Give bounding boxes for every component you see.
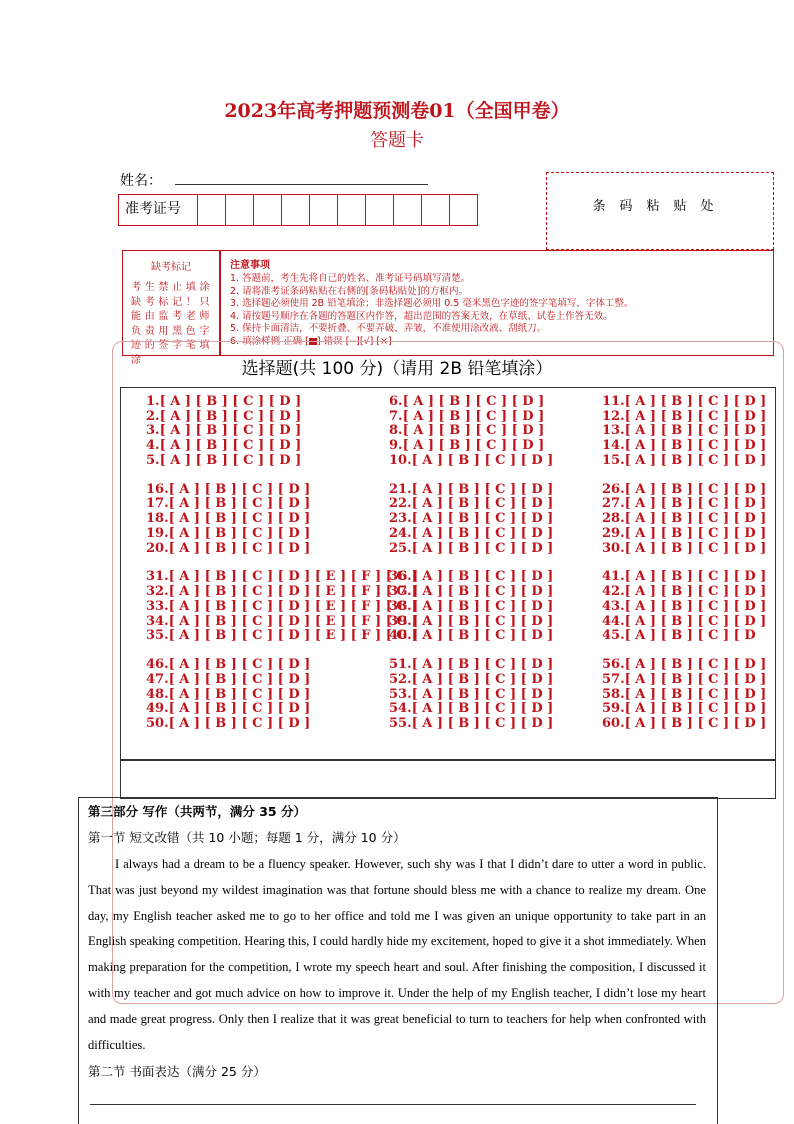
- question-bubble-row[interactable]: 2.[ A ] [ B ] [ C ] [ D ]: [146, 408, 302, 424]
- question-bubble-row[interactable]: 3.[ A ] [ B ] [ C ] [ D ]: [146, 423, 302, 439]
- question-group: [389, 395, 553, 469]
- page-subtitle: 答题卡: [370, 130, 424, 151]
- notes-item: 2. 请将准考证条码粘贴在右侧的[条码粘贴处]的方框内。: [230, 285, 468, 297]
- question-bubble-row[interactable]: 45.[ A ] [ B ] [ C ] [ D: [602, 628, 756, 644]
- question-group: [389, 658, 553, 732]
- question-bubble-row[interactable]: 18.[ A ] [ B ] [ C ] [ D ]: [146, 511, 311, 527]
- question-bubble-row[interactable]: 38.[ A ] [ B ] [ C ] [ D ]: [389, 598, 554, 614]
- question-bubble-row[interactable]: 19.[ A ] [ B ] [ C ] [ D ]: [146, 525, 311, 541]
- question-bubble-row[interactable]: 56.[ A ] [ B ] [ C ] [ D ]: [602, 657, 767, 673]
- question-group: [146, 570, 418, 644]
- question-bubble-row[interactable]: 51.[ A ] [ B ] [ C ] [ D ]: [389, 657, 554, 673]
- question-bubble-row[interactable]: 43.[ A ] [ B ] [ C ] [ D ]: [602, 598, 767, 614]
- exam-id-grid: [118, 194, 478, 226]
- exam-id-cell[interactable]: [422, 195, 450, 225]
- notes-item: 3. 选择题必须使用 2B 铅笔填涂；非选择题必须用 0.5 毫米黑色字迹的签字笔填写，字体工整。: [230, 298, 634, 309]
- exam-id-cell[interactable]: [198, 195, 226, 225]
- question-bubble-row[interactable]: 57.[ A ] [ B ] [ C ] [ D ]: [602, 671, 767, 687]
- question-bubble-row[interactable]: 52.[ A ] [ B ] [ C ] [ D ]: [389, 671, 554, 687]
- choice-box-bottom-strip: [120, 759, 776, 799]
- question-bubble-row[interactable]: 9.[ A ] [ B ] [ C ] [ D ]: [389, 438, 545, 454]
- question-bubble-row[interactable]: 47.[ A ] [ B ] [ C ] [ D ]: [146, 671, 311, 687]
- writing-part-heading: 第三部分 写作（共两节，满分 35 分）: [88, 804, 306, 819]
- choice-column-2: [389, 395, 553, 746]
- question-bubble-row[interactable]: 53.[ A ] [ B ] [ C ] [ D ]: [389, 686, 554, 702]
- question-bubble-row[interactable]: 15.[ A ] [ B ] [ C ] [ D ]: [602, 452, 767, 468]
- notes-heading: 注意事项: [230, 260, 270, 271]
- question-bubble-row[interactable]: 8.[ A ] [ B ] [ C ] [ D ]: [389, 423, 545, 439]
- name-label: 姓名：: [120, 173, 162, 189]
- sample-suffix: ] 错误 [--][√] [×]: [316, 335, 392, 347]
- question-bubble-row[interactable]: 23.[ A ] [ B ] [ C ] [ D ]: [389, 511, 554, 527]
- absent-instructions: 考生禁止填涂缺考标记！只能由监考老师负责用黑色字迹的签字笔填涂: [131, 282, 211, 366]
- question-bubble-row[interactable]: 28.[ A ] [ B ] [ C ] [ D ]: [602, 511, 767, 527]
- barcode-label: 条码粘贴处: [592, 199, 728, 214]
- question-bubble-row[interactable]: 50.[ A ] [ B ] [ C ] [ D ]: [146, 715, 311, 731]
- absent-heading: 缺考标记: [151, 262, 191, 273]
- exam-id-cell[interactable]: [226, 195, 254, 225]
- question-bubble-row[interactable]: 41.[ A ] [ B ] [ C ] [ D ]: [602, 569, 767, 585]
- error-correction-passage: I always had a dream to be a fluency speaker. However, such shy was I that I didn’t dare to utter a word in public. That was just beyond my wildest imagination was that fortune should bless me with a chance to realize my dream. One day, my English teacher asked me to go to her office and told me I was given an unique opportunity to take part in an English speaking competition. Hearing this, I could hardly hide my excitement, hoped to give it a shot immediately. When making preparation for the competition, I wrote my speech heart and soul. After finishing the composition, I discussed it with my teacher and got much advice on how to improve it. Under the help of my English teacher, I didn’t lose my heart and made great progress. Only then I realize that it was great beneficial to turn to teachers for help when confronted with difficulties.: [88, 857, 706, 1052]
- question-bubble-row[interactable]: 14.[ A ] [ B ] [ C ] [ D ]: [602, 438, 767, 454]
- question-bubble-row[interactable]: 26.[ A ] [ B ] [ C ] [ D ]: [602, 481, 767, 497]
- choice-section-title: 选择题(共 100 分)（请用 2B 铅笔填涂）: [241, 359, 553, 379]
- question-bubble-row[interactable]: 35.[ A ] [ B ] [ C ] [ D ] [ E ] [ F ] [ G ]: [146, 628, 419, 644]
- question-bubble-row[interactable]: 39.[ A ] [ B ] [ C ] [ D ]: [389, 613, 554, 629]
- question-bubble-row[interactable]: 31.[ A ] [ B ] [ C ] [ D ] [ E ] [ F ] [ G ]: [146, 569, 419, 585]
- exam-id-cell[interactable]: [282, 195, 310, 225]
- question-group: [146, 483, 418, 557]
- question-bubble-row[interactable]: 34.[ A ] [ B ] [ C ] [ D ] [ E ] [ F ] [ G ]: [146, 613, 419, 629]
- choice-column-1: [146, 395, 418, 746]
- question-bubble-row[interactable]: 44.[ A ] [ B ] [ C ] [ D ]: [602, 613, 767, 629]
- question-bubble-row[interactable]: 7.[ A ] [ B ] [ C ] [ D ]: [389, 408, 545, 424]
- question-bubble-row[interactable]: 22.[ A ] [ B ] [ C ] [ D ]: [389, 496, 554, 512]
- question-bubble-row[interactable]: 12.[ A ] [ B ] [ C ] [ D ]: [602, 408, 767, 424]
- name-field[interactable]: [175, 184, 428, 185]
- exam-id-cell[interactable]: [394, 195, 422, 225]
- exam-id-label: 准考证号: [119, 195, 198, 225]
- question-bubble-row[interactable]: 55.[ A ] [ B ] [ C ] [ D ]: [389, 715, 554, 731]
- exam-id-cell[interactable]: [254, 195, 282, 225]
- question-group: [389, 483, 553, 557]
- question-bubble-row[interactable]: 29.[ A ] [ B ] [ C ] [ D ]: [602, 525, 767, 541]
- barcode-area: [546, 172, 774, 250]
- question-group: [146, 658, 418, 732]
- question-bubble-row[interactable]: 6.[ A ] [ B ] [ C ] [ D ]: [389, 394, 545, 409]
- exam-id-cell[interactable]: [366, 195, 394, 225]
- exam-id-cell[interactable]: [338, 195, 366, 225]
- question-group: [602, 483, 766, 557]
- notes-item: 4. 请按题号顺序在各题的答题区内作答，超出范围的答案无效，在草纸、试卷上作答无效。: [230, 310, 613, 322]
- question-bubble-row[interactable]: 46.[ A ] [ B ] [ C ] [ D ]: [146, 657, 311, 673]
- question-group: [602, 395, 766, 469]
- page-title: 2023年高考押题预测卷01（全国甲卷）: [224, 100, 570, 122]
- choice-column-3: [602, 395, 766, 746]
- question-bubble-row[interactable]: 11.[ A ] [ B ] [ C ] [ D ]: [602, 394, 767, 409]
- question-bubble-row[interactable]: 32.[ A ] [ B ] [ C ] [ D ] [ E ] [ F ] [ G ]: [146, 584, 419, 600]
- question-bubble-row[interactable]: 33.[ A ] [ B ] [ C ] [ D ] [ E ] [ F ] [ G ]: [146, 598, 419, 614]
- essay-heading: 第二节 书面表达（满分 25 分）: [88, 1064, 266, 1079]
- question-bubble-row[interactable]: 48.[ A ] [ B ] [ C ] [ D ]: [146, 686, 311, 702]
- question-group: [602, 658, 766, 732]
- question-bubble-row[interactable]: 5.[ A ] [ B ] [ C ] [ D ]: [146, 452, 302, 468]
- question-bubble-row[interactable]: 36.[ A ] [ B ] [ C ] [ D ]: [389, 569, 554, 585]
- question-bubble-row[interactable]: 20.[ A ] [ B ] [ C ] [ D ]: [146, 540, 311, 556]
- sample-prefix: 6. 填涂样例 正确 [: [230, 335, 309, 347]
- essay-writing-line[interactable]: [90, 1104, 696, 1105]
- question-bubble-row[interactable]: 21.[ A ] [ B ] [ C ] [ D ]: [389, 481, 554, 497]
- error-correction-heading: 第一节 短文改错（共 10 小题；每题 1 分，满分 10 分）: [88, 830, 406, 845]
- question-bubble-row[interactable]: 17.[ A ] [ B ] [ C ] [ D ]: [146, 496, 311, 512]
- question-group: [389, 570, 553, 644]
- question-bubble-row[interactable]: 16.[ A ] [ B ] [ C ] [ D ]: [146, 481, 311, 497]
- question-group: [146, 395, 418, 469]
- exam-id-cell[interactable]: [310, 195, 338, 225]
- question-bubble-row[interactable]: 4.[ A ] [ B ] [ C ] [ D ]: [146, 438, 302, 454]
- question-bubble-row[interactable]: 58.[ A ] [ B ] [ C ] [ D ]: [602, 686, 767, 702]
- question-bubble-row[interactable]: 59.[ A ] [ B ] [ C ] [ D ]: [602, 701, 767, 717]
- question-group: [602, 570, 766, 644]
- question-bubble-row[interactable]: 10.[ A ] [ B ] [ C ] [ D ]: [389, 452, 554, 468]
- question-bubble-row[interactable]: 1.[ A ] [ B ] [ C ] [ D ]: [146, 394, 302, 409]
- question-bubble-row[interactable]: 30.[ A ] [ B ] [ C ] [ D ]: [602, 540, 767, 556]
- question-bubble-row[interactable]: 37.[ A ] [ B ] [ C ] [ D ]: [389, 584, 554, 600]
- question-bubble-row[interactable]: 42.[ A ] [ B ] [ C ] [ D ]: [602, 584, 767, 600]
- question-bubble-row[interactable]: 49.[ A ] [ B ] [ C ] [ D ]: [146, 701, 311, 717]
- question-bubble-row[interactable]: 27.[ A ] [ B ] [ C ] [ D ]: [602, 496, 767, 512]
- exam-id-cell[interactable]: [450, 195, 477, 225]
- question-bubble-row[interactable]: 25.[ A ] [ B ] [ C ] [ D ]: [389, 540, 554, 556]
- question-bubble-row[interactable]: 60.[ A ] [ B ] [ C ] [ D ]: [602, 715, 767, 731]
- question-bubble-row[interactable]: 54.[ A ] [ B ] [ C ] [ D ]: [389, 701, 554, 717]
- question-bubble-row[interactable]: 13.[ A ] [ B ] [ C ] [ D ]: [602, 423, 767, 439]
- notes-item: 1. 答题前，考生先将自己的姓名、准考证号码填写清楚。: [230, 273, 471, 284]
- question-bubble-row[interactable]: 40.[ A ] [ B ] [ C ] [ D ]: [389, 628, 554, 644]
- notes-item: 5. 保持卡面清洁，不要折叠、不要弄破、弄皱，不准使用涂改液、刮纸刀。: [230, 323, 547, 334]
- question-bubble-row[interactable]: 24.[ A ] [ B ] [ C ] [ D ]: [389, 525, 554, 541]
